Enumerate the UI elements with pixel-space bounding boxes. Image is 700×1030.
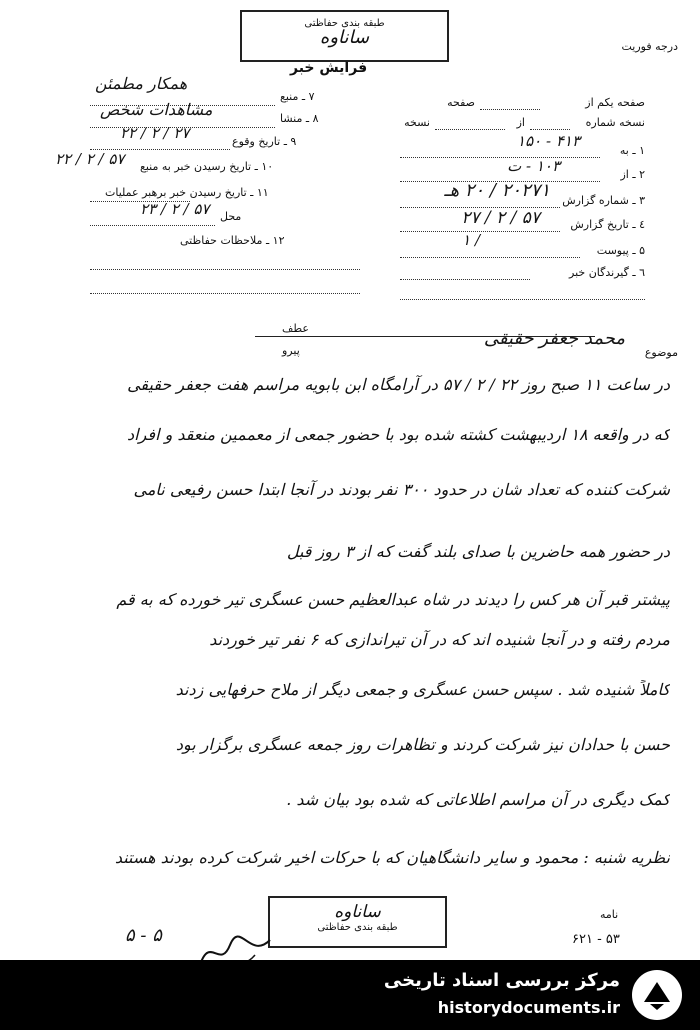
archive-org-name: مرکز بررسی اسناد تاریخی xyxy=(383,970,620,991)
body-line-1: در ساعت ۱۱ صبح روز ۲۲ / ۲ / ۵۷ در آرامگاه ابن بابویه مراسم هفت جعفر حقیقی xyxy=(127,375,670,394)
row10-value: ۵۷ / ۲ / ۲۲ xyxy=(55,150,125,168)
row4-label: ٤ ـ تاریخ گزارش xyxy=(570,218,645,231)
row6-label: ٦ ـ گیرندگان خبر xyxy=(569,266,645,279)
form-code: ۵۳ - ۶۲۱ xyxy=(572,932,620,947)
body-line-6: مردم رفته و در آنجا شنیده اند که در آن تیراندازی که ۶ نفر تیر خوردند xyxy=(209,630,670,649)
row10-label: ۱۰ ـ تاریخ رسیدن خبر به منبع xyxy=(140,160,274,173)
atf-label: عطف xyxy=(282,322,309,335)
row8-label: ۸ ـ منشا xyxy=(280,112,319,125)
page-label: صفحه یکم از xyxy=(585,96,645,109)
body-line-10: نظریه شنبه : محمود و سایر دانشگاهیان که با حرکات اخیر شرکت کرده بودند هستند xyxy=(114,848,670,867)
row3-label: ۳ ـ شماره گزارش xyxy=(562,194,645,207)
row5-value: / ۱ xyxy=(462,231,480,249)
archive-logo-icon xyxy=(630,968,684,1022)
row5-label: ۵ ـ پیوست xyxy=(596,244,645,257)
body-line-8: حسن با حدادان نیز شرکت کردند و تظاهرات روز جمعه عسگری برگزار بود xyxy=(175,735,670,754)
body-line-5: پیشتر قبر آن هر کس را دیدند در شاه عبدالعظیم حسن عسگری تیر خورده که به قم xyxy=(116,590,670,609)
row9-label: ۹ ـ تاریخ وقوع xyxy=(232,135,297,148)
body-line-3: شرکت کننده که تعداد شان در حدود ۳۰۰ نفر بودند در آنجا ابتدا حسن رفیعی نامی xyxy=(133,480,670,499)
archive-footer xyxy=(0,960,700,1030)
archive-site: historydocuments.ir xyxy=(437,998,620,1017)
row1-label: ۱ ـ به xyxy=(619,144,645,157)
urgency-label: درجه فوریت xyxy=(621,40,678,53)
place-label: محل xyxy=(220,210,242,223)
copy-suffix: نسخه xyxy=(404,116,430,129)
body-line-7: کاملاً شنیده شد . سپس حسن عسگری و جمعی دیگر از ملاح حرفهایی زدند xyxy=(175,680,670,699)
row3-value: ۲۰۲۷۱ / ۲۰ هـ xyxy=(444,180,550,201)
body-line-4: در حضور همه حاضرین با صدای بلند گفت که از ۳ روز قبل xyxy=(286,542,670,561)
row1-value: ۴۱۳ - ۱۵۰ xyxy=(517,132,580,150)
row12-label: ۱۲ ـ ملاحظات حفاظتی xyxy=(180,234,285,247)
row7-value: همکار مطمئن xyxy=(95,74,188,93)
row11-value: ۵۷ / ۲ / ۲۳ xyxy=(140,200,210,218)
row7-label: ۷ ـ منبع xyxy=(280,90,315,103)
classification-stamp-bottom xyxy=(268,896,447,948)
subject-value: محمد جعفر حقیقی xyxy=(483,328,625,349)
body-line-2: که در واقعه ۱۸ اردیبهشت کشته شده بود با حضور جمعی از معممین منعقد و افراد xyxy=(127,425,670,444)
row2-value: ۱۰۳ - ت xyxy=(507,157,560,175)
subject-label: موضوع xyxy=(644,346,678,359)
peiro-label: پیرو xyxy=(282,344,300,357)
stamp-top-value: ساناوه xyxy=(319,27,370,48)
stamp-bottom-line: طبقه بندی حفاظتی xyxy=(317,922,398,933)
copy-label: نسخه شماره xyxy=(585,116,645,129)
stamp-top-line: طبقه بندی حفاظتی xyxy=(304,18,385,29)
classification-stamp-top xyxy=(240,10,449,62)
body-line-9: کمک دیگری در آن مراسم اطلاعاتی که شده بود بیان شد . xyxy=(286,790,670,809)
form-label: نامه xyxy=(600,908,619,921)
row2-label: ۲ ـ از xyxy=(620,168,645,181)
copy-mid: از xyxy=(516,116,525,129)
row9-value: ۲۷ / ۲ / ۲۲ xyxy=(120,124,190,142)
row11-label: ۱۱ ـ تاریخ رسیدن خبر برهبر عملیات xyxy=(105,186,269,199)
row8-value: مشاهدات شخص xyxy=(100,100,213,119)
signature-number: ۵ - ۵ xyxy=(125,925,162,946)
row4-value: ۵۷ / ۲ / ۲۷ xyxy=(461,208,540,228)
form-title: فرایش خبر xyxy=(290,60,368,76)
page-suffix: صفحه xyxy=(447,96,475,109)
stamp-bottom-value: ساناوه xyxy=(334,902,381,922)
